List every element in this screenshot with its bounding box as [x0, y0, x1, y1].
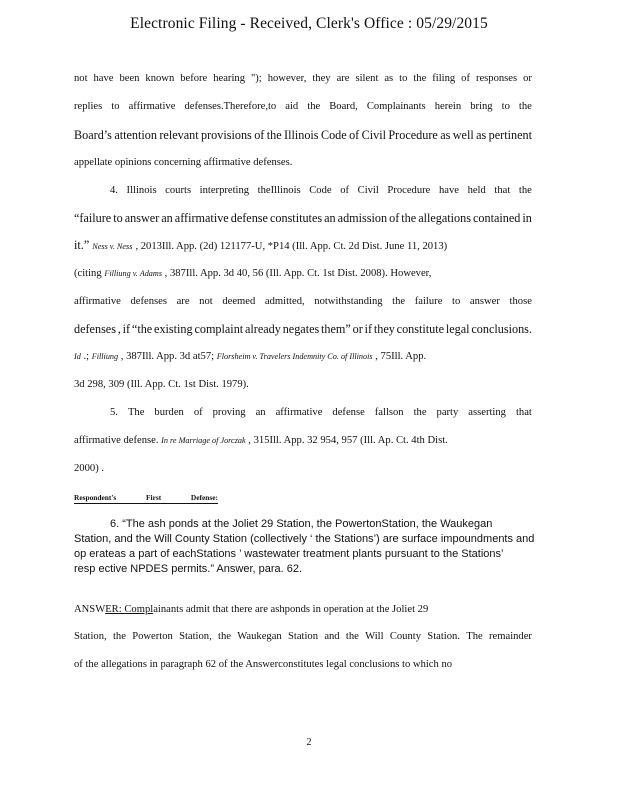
word: the	[345, 631, 359, 642]
word: silent	[355, 73, 379, 84]
word: fallson	[374, 407, 404, 418]
case-name-italic: Filliung v. Adams	[104, 269, 162, 278]
complainants-underlined: Compl	[124, 604, 154, 615]
word: to	[113, 211, 123, 225]
word: affirmative	[275, 407, 323, 418]
text-fragment: affirmative defense.	[74, 435, 159, 446]
word: affirmative	[74, 296, 121, 307]
word: of	[254, 128, 265, 142]
word: defenses	[130, 296, 167, 307]
word: an	[324, 211, 336, 225]
word: filing	[432, 73, 456, 84]
word: if	[364, 322, 373, 336]
word: that	[494, 185, 511, 196]
word: those	[509, 296, 532, 307]
text-fragment: , 2013Ill. App. (2d) 121177-U, *P14 (Ill. App. Ct. 2d Dist. June 11, 2013)	[135, 241, 448, 252]
word: responses	[475, 73, 518, 84]
word: Civil	[361, 128, 387, 142]
word: as	[476, 128, 487, 142]
word: legal	[445, 322, 470, 336]
text-fragment: ainants admit that there are ashponds in operation at the Joliet 29	[153, 604, 429, 615]
word: Procedure	[387, 185, 431, 196]
word: an	[255, 407, 266, 418]
word: Illinois	[126, 185, 157, 196]
text-fragment: , 315Ill. App. 32 954, 957 (Ill. Ap. Ct. 4th Dist.	[248, 435, 448, 446]
word: constitute	[396, 322, 445, 336]
heading-word: Defense:	[190, 493, 218, 502]
word: remainder	[489, 631, 532, 642]
electronic-filing-stamp: Electronic Filing - Received, Clerk's Office : 05/29/2015	[130, 15, 488, 32]
word: burden	[154, 407, 184, 418]
body-line: 3d 298, 309 (Ill. App. Ct. 1st Dist. 1979).	[74, 379, 249, 390]
case-name-italic: Id	[74, 352, 81, 361]
word: are	[176, 296, 190, 307]
word: that	[515, 407, 532, 418]
word: defense	[230, 211, 268, 225]
word: ");	[250, 73, 262, 84]
word: admitted,	[264, 296, 305, 307]
word: Complainants	[366, 101, 426, 112]
text-fragment: .;	[83, 351, 90, 362]
heading-word: Respondent's	[74, 493, 117, 502]
word: of	[349, 128, 360, 142]
word: replies	[74, 101, 103, 112]
word: to	[111, 101, 120, 112]
word: answer	[469, 296, 500, 307]
word: “the	[131, 322, 153, 336]
word: the	[392, 296, 406, 307]
word: well	[452, 128, 474, 142]
paragraph-5-first-line	[110, 407, 532, 418]
word: are	[336, 73, 350, 84]
quoted-paragraph-6-line: 6. “The ash ponds at the Joliet 29 Station, the PowertonStation, the Waukegan	[110, 518, 493, 530]
word: held	[467, 185, 486, 196]
word: Station,	[179, 631, 212, 642]
word: to	[501, 101, 510, 112]
text-fragment: , 387Ill. App. 3d 40, 56 (Ill. App. Ct. 1st Dist. 2008). However,	[164, 268, 432, 279]
respondent-first-defense-heading	[74, 493, 218, 504]
word: asserting	[468, 407, 506, 418]
answer-label-underlined: ER:	[105, 604, 125, 615]
word: as	[384, 73, 394, 84]
word: the	[413, 407, 427, 418]
word: the	[307, 101, 321, 112]
word: defenses	[74, 322, 116, 336]
word: The	[127, 407, 145, 418]
word: the	[518, 185, 532, 196]
body-line	[74, 631, 532, 642]
word: Waukegan	[237, 631, 282, 642]
text-fragment: (citing	[74, 268, 102, 279]
word: Board,	[329, 101, 358, 112]
citation-line	[74, 351, 426, 362]
word: have	[93, 73, 114, 84]
word: answer	[124, 211, 160, 225]
word: courts	[165, 185, 192, 196]
word: the	[518, 101, 532, 112]
word: they	[373, 322, 395, 336]
word: attention	[114, 128, 157, 142]
body-line	[74, 296, 532, 307]
body-line	[74, 128, 532, 143]
word: party	[436, 407, 459, 418]
word: deemed	[222, 296, 256, 307]
word: negates	[282, 322, 320, 336]
case-name-italic: In re Marriage of Jorczak	[161, 436, 246, 445]
word: Code	[320, 128, 347, 142]
word: bring	[470, 101, 493, 112]
word: theIllinois	[257, 185, 301, 196]
word: of	[193, 407, 203, 418]
word: the	[218, 631, 231, 642]
text-fragment: , 75Ill. App.	[375, 351, 427, 362]
word: have	[438, 185, 459, 196]
word: relevant	[159, 128, 199, 142]
word: Code	[309, 185, 332, 196]
body-line: appellate opinions concerning affirmative defenses.	[74, 157, 293, 168]
body-line	[74, 211, 532, 226]
word: The	[466, 631, 483, 642]
word: Procedure	[388, 128, 438, 142]
word: herein	[434, 101, 462, 112]
word: the	[413, 73, 427, 84]
quoted-paragraph-line: Station, and the Will County Station (collectively ‘ the Stations’) are surface impoundments and	[74, 533, 535, 545]
word: complaint	[194, 322, 244, 336]
body-line	[74, 322, 532, 337]
word: conclusions.	[471, 322, 532, 336]
word: provisions	[201, 128, 252, 142]
word: of	[461, 73, 470, 84]
word: Will	[365, 631, 384, 642]
body-line	[74, 101, 532, 112]
word: however,	[267, 73, 307, 84]
word: constitutes	[269, 211, 323, 225]
word: before	[180, 73, 208, 84]
word: Station.	[427, 631, 460, 642]
word: the	[266, 128, 282, 142]
citation-line	[74, 435, 448, 446]
case-name-italic: Florsheim v. Travelers Indemnity Co. of Illinois	[216, 352, 373, 361]
word: defense	[332, 407, 365, 418]
word: defenses.Therefore,to	[184, 101, 277, 112]
word: been	[119, 73, 140, 84]
word: Illinois	[284, 128, 319, 142]
word: as	[440, 128, 451, 142]
body-line: 2000) .	[74, 463, 105, 474]
word: 5.	[110, 407, 118, 418]
quoted-paragraph-line: resp ective NPDES permits.” Answer, para. 62.	[74, 563, 303, 575]
word: affirmative	[128, 101, 176, 112]
word: to	[452, 296, 461, 307]
word: already	[245, 322, 281, 336]
word: of	[340, 185, 350, 196]
answer-line	[74, 604, 532, 615]
text-fragment: it.”	[74, 238, 90, 252]
word: not	[199, 296, 213, 307]
citation-line	[74, 268, 431, 279]
word: contained	[473, 211, 521, 225]
case-name-italic: Filliung	[91, 352, 119, 361]
word: affirmative	[174, 211, 229, 225]
word: Civil	[357, 185, 379, 196]
word: known	[145, 73, 175, 84]
word: hearing	[213, 73, 245, 84]
body-line: of the allegations in paragraph 62 of the Answerconstitutes legal conclusions to which no	[74, 659, 453, 670]
word: an	[161, 211, 173, 225]
word: ,	[117, 322, 121, 336]
word: them”	[321, 322, 351, 336]
body-line	[74, 73, 532, 84]
word: proving	[212, 407, 246, 418]
page-number: 2	[306, 737, 312, 748]
word: Station	[288, 631, 319, 642]
paragraph-4-first-line	[110, 185, 532, 196]
word: of	[389, 211, 400, 225]
word: and	[324, 631, 340, 642]
case-name-italic: Ness v. Ness	[92, 242, 133, 251]
word: not	[74, 73, 88, 84]
word: notwithstanding	[314, 296, 383, 307]
word: in	[522, 211, 532, 225]
word: existing	[154, 322, 193, 336]
word: if	[122, 322, 131, 336]
word: Station,	[74, 631, 107, 642]
citation-line	[74, 238, 532, 253]
word: or	[523, 73, 532, 84]
word: 4.	[110, 185, 118, 196]
word: interpreting	[199, 185, 250, 196]
word: or	[352, 322, 363, 336]
word: the	[112, 631, 126, 642]
word: “failure	[74, 211, 112, 225]
word: to	[399, 73, 408, 84]
word: failure	[414, 296, 443, 307]
word: Board’s	[74, 128, 112, 142]
word: pertinent	[488, 128, 532, 142]
word: they	[312, 73, 331, 84]
answer-label: ANSW	[74, 604, 106, 615]
word: admission	[337, 211, 388, 225]
word: Powerton	[132, 631, 173, 642]
heading-word: First	[146, 493, 162, 502]
word: County	[389, 631, 422, 642]
word: aid	[285, 101, 299, 112]
quoted-paragraph-line: op erateas a part of eachStations ’ wastewater treatment plants pursuant to the Stations’	[74, 548, 504, 560]
word: the	[401, 211, 417, 225]
text-fragment: , 387Ill. App. 3d at57;	[120, 351, 215, 362]
word: allegations	[418, 211, 471, 225]
